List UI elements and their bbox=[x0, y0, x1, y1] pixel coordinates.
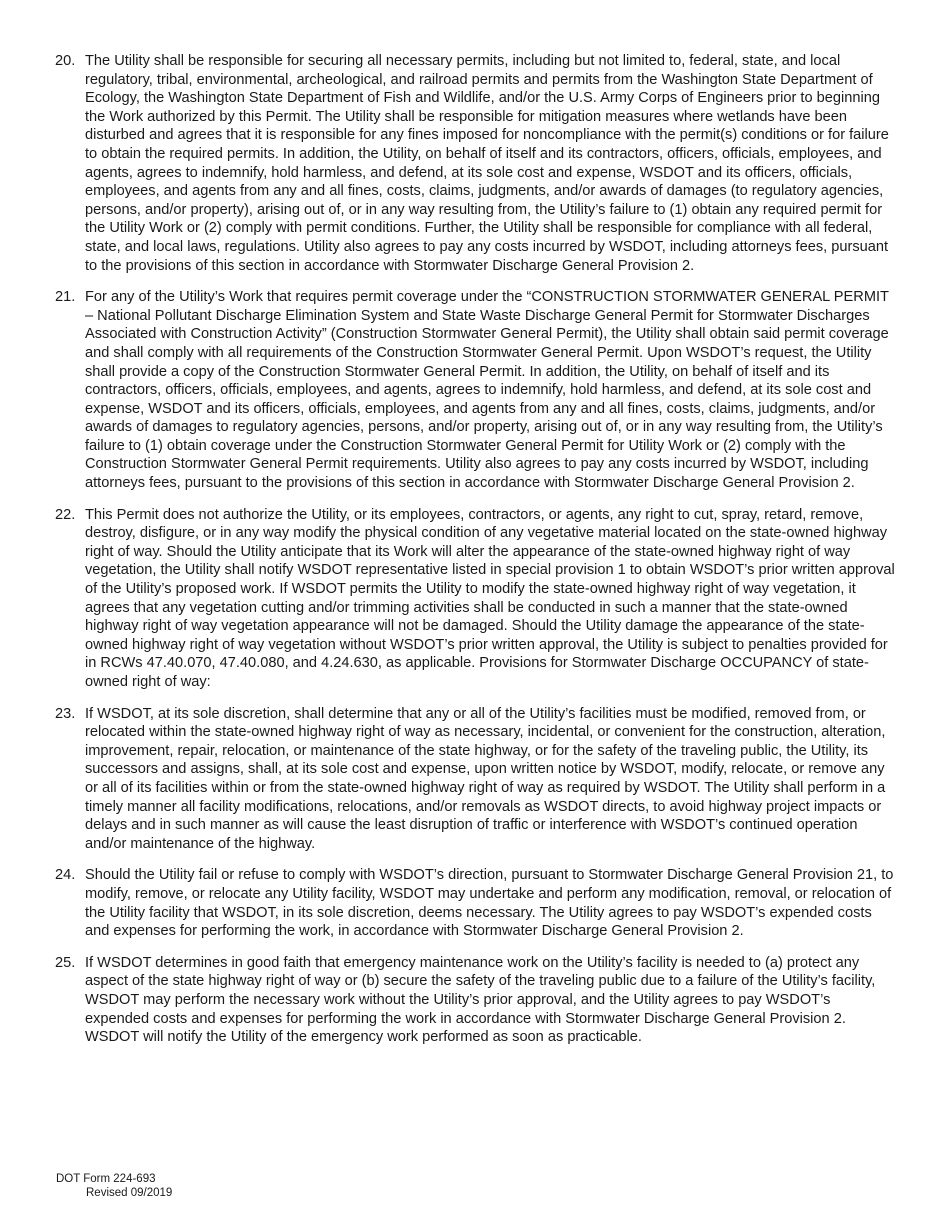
provision-item bbox=[55, 288, 897, 493]
revision-date: Revised 09/2019 bbox=[86, 1187, 173, 1199]
provision-text: Should the Utility fail or refuse to comply with WSDOT’s direction, pursuant to Stormwater Discharge General Provision 21, to modify, remove, or relocate any Utility facility, WSDOT may undertake and perform any modification, removal, or relocation of the Utility facility that WSDOT, in its sole discretion, deems necessary. The Utility agrees to pay WSDOT’s expended costs and expenses for performing the work, in accordance with Stormwater Discharge General Provision 2. bbox=[85, 867, 894, 940]
provision-number: 24. bbox=[55, 867, 76, 884]
provision-list bbox=[55, 52, 897, 1060]
provision-item bbox=[55, 506, 897, 692]
provision-item bbox=[55, 705, 897, 854]
provision-number: 23. bbox=[55, 705, 76, 722]
provision-number: 25. bbox=[55, 954, 76, 971]
provision-number: 20. bbox=[55, 53, 76, 69]
provision-text: The Utility shall be responsible for securing all necessary permits, including but not limited to, federal, state, and local regulatory, tribal, environmental, archeological, and railroad permits and permits from the Washington State Department of Ecology, the Washington State Department of Fish and Wildlife, and/or the U.S. Army Corps of Engineers prior to beginning the Work authorized by this Permit. The Utility shall be responsible for mitigation measures where wetlands have been disturbed and agrees that it is responsible for any fines imposed for noncompliance with the permit(s) conditions or for failure to obtain the required permits. In addition, the Utility, on behalf of itself and its contractors, officers, officials, employees, and agents, agrees to indemnify, hold harmless, and defend, at its sole cost and expense, WSDOT and its officers, officials, employees, and agents from any and all fines, costs, claims, judgments, and/or awards of damages (to regulatory agencies, persons, and/or property), arising out of, or in any way resulting from, the Utility’s failure to (1) obtain any required permit for the Utility Work or (2) comply with permit conditions. Further, the Utility shall be responsible for compliance with all federal, state, and local laws, regulations. Utility also agrees to pay any costs incurred by WSDOT, including attorneys fees, pursuant to the provisions of this section in accordance with Stormwater Discharge General Provision 2. bbox=[85, 53, 889, 274]
provision-item bbox=[55, 866, 897, 940]
form-footer bbox=[56, 1172, 172, 1200]
provision-item bbox=[55, 954, 897, 1047]
provision-text: For any of the Utility’s Work that requires permit coverage under the “CONSTRUCTION STORMWATER GENERAL PERMIT – National Pollutant Discharge Elimination System and State Waste Discharge General Permit for Stormwater Discharges Associated with Construction Activity” (Construction Stormwater General Permit), the Utility shall obtain said permit coverage and shall comply with all requirements of the Construction Stormwater General Permit. Upon WSDOT’s request, the Utility shall provide a copy of the Construction Stormwater General Permit. In addition, the Utility, on behalf of itself and its contractors, officers, officials, employees, and agents, agrees to indemnify, hold harmless, and defend, at its sole cost and expense, WSDOT and its officers, officials, employees, and agents from any and all fines, costs, claims, judgments, and/or awards of damages to regulatory agencies, persons, and/or property, arising out of, or in any way resulting from, the Utility’s failure to (1) obtain coverage under the Construction Stormwater General Permit for Utility Work or (2) comply with the Construction Stormwater General Permit requirements. Utility also agrees to pay any costs incurred by WSDOT, including attorneys fees, pursuant to the provisions of this section in accordance with Stormwater Discharge General Provision 2. bbox=[85, 289, 889, 492]
provision-text: If WSDOT determines in good faith that emergency maintenance work on the Utility’s facility is needed to (a) protect any aspect of the state highway right of way or (b) secure the safety of the traveling public due to a failure of the Utility’s facility, WSDOT may perform the necessary work without the Utility’s prior approval, and the Utility agrees to pay WSDOT’s expended costs and expenses for performing the work in accordance with Stormwater Discharge General Provision 2. WSDOT will notify the Utility of the emergency work performed as soon as practicable. bbox=[85, 954, 876, 1046]
form-number: DOT Form 224-693 bbox=[56, 1173, 156, 1185]
provision-text: If WSDOT, at its sole discretion, shall determine that any or all of the Utility’s facilities must be modified, removed from, or relocated within the state-owned highway right of way as necessary, incidental, or convenient for the construction, alteration, improvement, repair, relocation, or maintenance of the state highway, or for the safety of the traveling public, the Utility, its successors and assigns, shall, at its sole cost and expense, upon written notice by WSDOT, modify, relocate, or remove any or all of its facilities within or from the state-owned highway right of way as required by WSDOT. The Utility shall perform in a timely manner all facility modifications, relocations, and/or removals as WSDOT directs, to avoid highway project impacts or delays and in such manner as will cause the least disruption of traffic or interference with WSDOT’s continued operation and/or maintenance of the highway. bbox=[85, 705, 886, 852]
provision-number: 22. bbox=[55, 506, 76, 523]
provision-item bbox=[55, 52, 897, 275]
provision-text: This Permit does not authorize the Utility, or its employees, contractors, or agents, any right to cut, spray, retard, remove, destroy, disfigure, or in any way modify the physical condition of any vegetative material located on the state-owned highway right of way. Should the Utility anticipate that its Work will alter the appearance of the state-owned highway right of way vegetation, the Utility shall notify WSDOT representative listed in special provision 1 to obtain WSDOT’s prior written approval of the Utility’s proposed work. If WSDOT permits the Utility to modify the state-owned highway right of way vegetation, it agrees that any vegetation cutting and/or trimming activities shall be conducted in such a manner that the state-owned highway right of way vegetation appearance will not be damaged. Should the Utility damage the appearance of the state-owned highway right of way vegetation without WSDOT’s prior written approval, the Utility is subject to penalties provided for in RCWs 47.40.070, 47.40.080, and 4.24.630, as applicable. Provisions for Stormwater Discharge OCCUPANCY of state-owned right of way: bbox=[85, 506, 895, 690]
provision-number: 21. bbox=[55, 289, 76, 306]
